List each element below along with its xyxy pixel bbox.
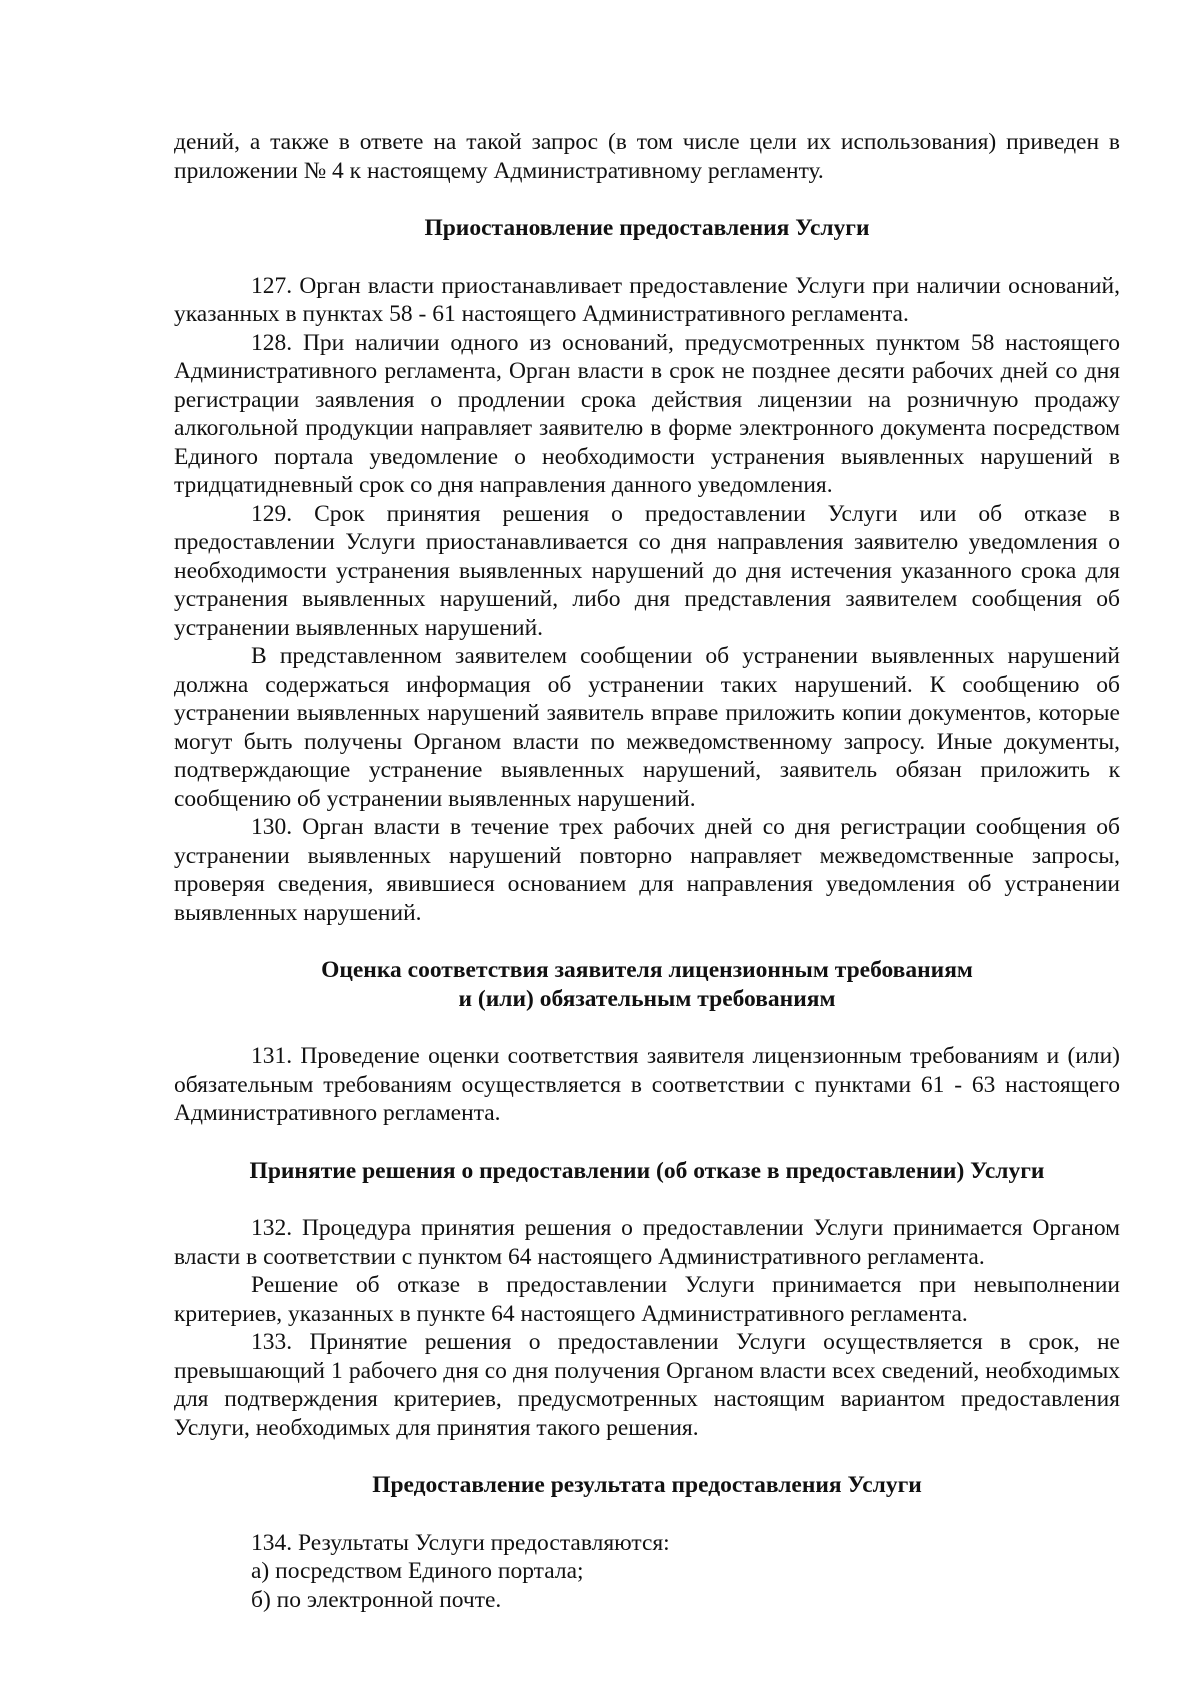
paragraph-131: 131. Проведение оценки соответствия заявителя лицензионным требованиям и (или) обязательным требованиям осуществляется в соответствии с пунктами 61 - 63 настоящего Административного регламента. [174,1043,1120,1126]
heading-assessment-line2: и (или) обязательным требованиям [458,985,836,1012]
heading-decision: Принятие решения о предоставлении (об отказе в предоставлении) Услуги [249,1157,1045,1184]
list-item-b: б) по электронной почте. [251,1586,502,1613]
document-page [174,128,1120,1614]
paragraph-132: 132. Процедура принятия решения о предоставлении Услуги принимается Органом власти в соответствии с пунктом 64 настоящего Административного регламента. [174,1215,1120,1270]
paragraph-129: 129. Срок принятия решения о предоставлении Услуги или об отказе в предоставлении Услуги приостанавливается со дня направления заявителю уведомления о необходимости устранения выявленных нарушений до дня истечения указанного срока для устранения выявленных нарушений, либо дня представления заявителем сообщения об устранении выявленных нарушений. [174,500,1120,641]
paragraph-128: 128. При наличии одного из оснований, предусмотренных пунктом 58 настоящего Административного регламента, Орган власти в срок не позднее десяти рабочих дней со дня регистрации заявления о продлении срока действия лицензии на розничную продажу алкогольной продукции направляет заявителю в форме электронного документа посредством Единого портала уведомление о необходимости устранения выявленных нарушений в тридцатидневный срок со дня направления данного уведомления. [174,329,1120,498]
paragraph-130: 130. Орган власти в течение трех рабочих дней со дня регистрации сообщения об устранении выявленных нарушений повторно направляет межведомственные запросы, проверяя сведения, явившиеся основанием для направления уведомления об устранении выявленных нарушений. [174,814,1120,926]
heading-assessment [174,956,1120,1013]
paragraph-127: 127. Орган власти приостанавливает предоставление Услуги при наличии оснований, указанных в пунктах 58 - 61 настоящего Административного регламента. [174,272,1120,327]
heading-suspension: Приостановление предоставления Услуги [424,215,870,241]
paragraph-133: 133. Принятие решения о предоставлении Услуги осуществляется в срок, не превышающий 1 рабочего дня со дня получения Органом власти всех сведений, необходимых для подтверждения критериев, предусмотренных настоящим вариантом предоставления Услуги, необходимых для принятия такого решения. [174,1329,1120,1441]
intro-paragraph: дений, а также в ответе на такой запрос (в том числе цели их использования) приведен в приложении № 4 к настоящему Административному регламенту. [174,129,1120,184]
heading-result: Предоставление результата предоставления Услуги [372,1472,922,1498]
paragraph-129-continued: В представленном заявителем сообщении об устранении выявленных нарушений должна содержаться информация об устранении таких нарушений. К сообщению об устранении выявленных нарушений заявитель вправе приложить копии документов, которые могут быть получены Органом власти по межведомственному запросу. Иные документы, подтверждающие устранение выявленных нарушений, заявитель обязан приложить к сообщению об устранении выявленных нарушений. [174,643,1120,812]
paragraph-134: 134. Результаты Услуги предоставляются: [251,1529,670,1556]
paragraph-132-continued: Решение об отказе в предоставлении Услуги принимается при невыполнении критериев, указанных в пункте 64 настоящего Административного регламента. [174,1272,1120,1327]
heading-assessment-line1: Оценка соответствия заявителя лицензионным требованиям [321,957,973,983]
list-item-a: а) посредством Единого портала; [251,1558,584,1584]
